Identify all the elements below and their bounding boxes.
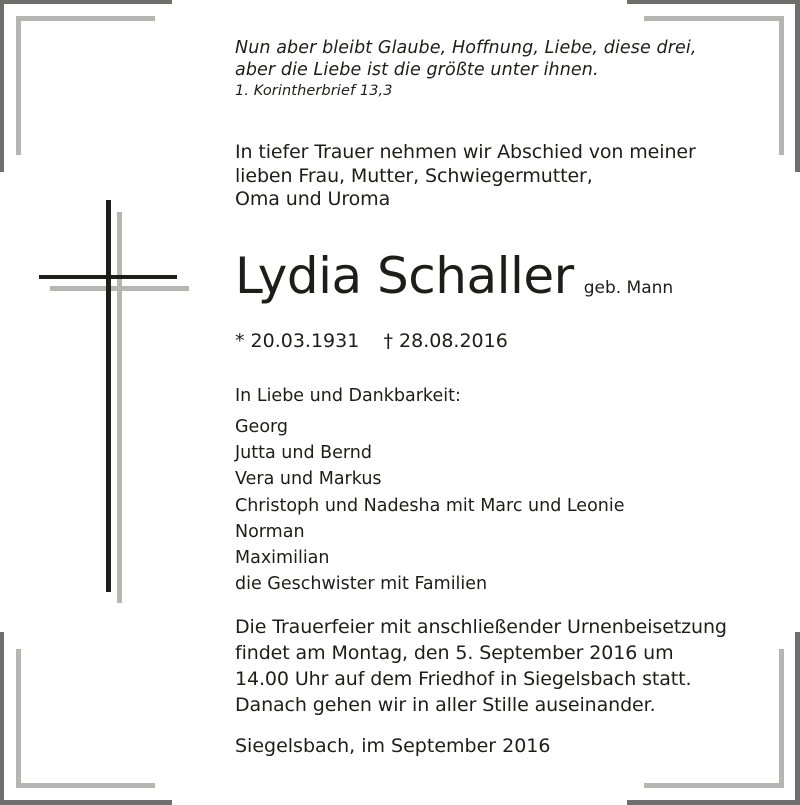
mourner-name: Christoph und Nadesha mit Marc und Leonie xyxy=(235,495,625,516)
cross-horizontal xyxy=(39,275,177,279)
intro-text xyxy=(235,141,696,212)
bible-verse xyxy=(235,37,697,101)
frame-line xyxy=(644,783,784,788)
mourner-name: Norman xyxy=(235,521,305,542)
deceased-name-line xyxy=(235,246,673,306)
mourner-name: die Geschwister mit Familien xyxy=(235,574,488,595)
frame-line xyxy=(779,649,784,788)
cross-vertical xyxy=(106,200,111,592)
frame-line xyxy=(795,632,800,805)
frame-line xyxy=(0,0,4,172)
frame-line xyxy=(795,0,800,172)
mourners-heading: In Liebe und Dankbarkeit: xyxy=(235,386,461,406)
frame-line xyxy=(627,0,800,4)
service-line: Die Trauerfeier mit anschließender Urnenbeisetzung xyxy=(235,616,727,638)
life-dates: * 20.03.1931 † 28.08.2016 xyxy=(235,330,508,352)
frame-line xyxy=(16,16,21,155)
mourner-name: Vera und Markus xyxy=(235,469,382,490)
verse-line: aber die Liebe ist die größte unter ihnen. xyxy=(235,60,599,80)
cross-shadow-horizontal xyxy=(50,286,189,291)
intro-line: lieben Frau, Mutter, Schwiegermutter, xyxy=(235,164,593,187)
frame-line xyxy=(0,0,172,4)
frame-line xyxy=(16,649,21,788)
mourner-name: Georg xyxy=(235,417,289,437)
service-line: 14.00 Uhr auf dem Friedhof in Siegelsbach statt. xyxy=(235,668,692,690)
service-info xyxy=(235,614,727,718)
service-line: findet am Montag, den 5. September 2016 um xyxy=(235,642,674,664)
intro-line: Oma und Uroma xyxy=(235,188,391,210)
frame-line xyxy=(0,632,4,805)
frame-line xyxy=(16,16,155,21)
place-and-date: Siegelsbach, im September 2016 xyxy=(235,735,551,757)
deceased-name: Lydia Schaller xyxy=(235,247,574,305)
frame-line xyxy=(16,783,155,788)
cross-shadow-vertical xyxy=(117,212,122,603)
mourner-name: Maximilian xyxy=(235,548,330,569)
verse-reference: 1. Korintherbrief 13,3 xyxy=(235,83,393,99)
intro-line: In tiefer Trauer nehmen wir Abschied von meiner xyxy=(235,141,696,163)
frame-line xyxy=(627,800,800,805)
mourner-name: Jutta und Bernd xyxy=(235,443,372,464)
frame-line xyxy=(644,16,784,21)
mourners-list xyxy=(235,414,625,597)
verse-line: Nun aber bleibt Glaube, Hoffnung, Liebe, diese drei, xyxy=(235,38,697,58)
frame-line xyxy=(779,16,784,155)
service-line: Danach gehen wir in aller Stille auseinander. xyxy=(235,694,656,716)
frame-line xyxy=(0,800,172,805)
maiden-name: geb. Mann xyxy=(583,278,674,298)
